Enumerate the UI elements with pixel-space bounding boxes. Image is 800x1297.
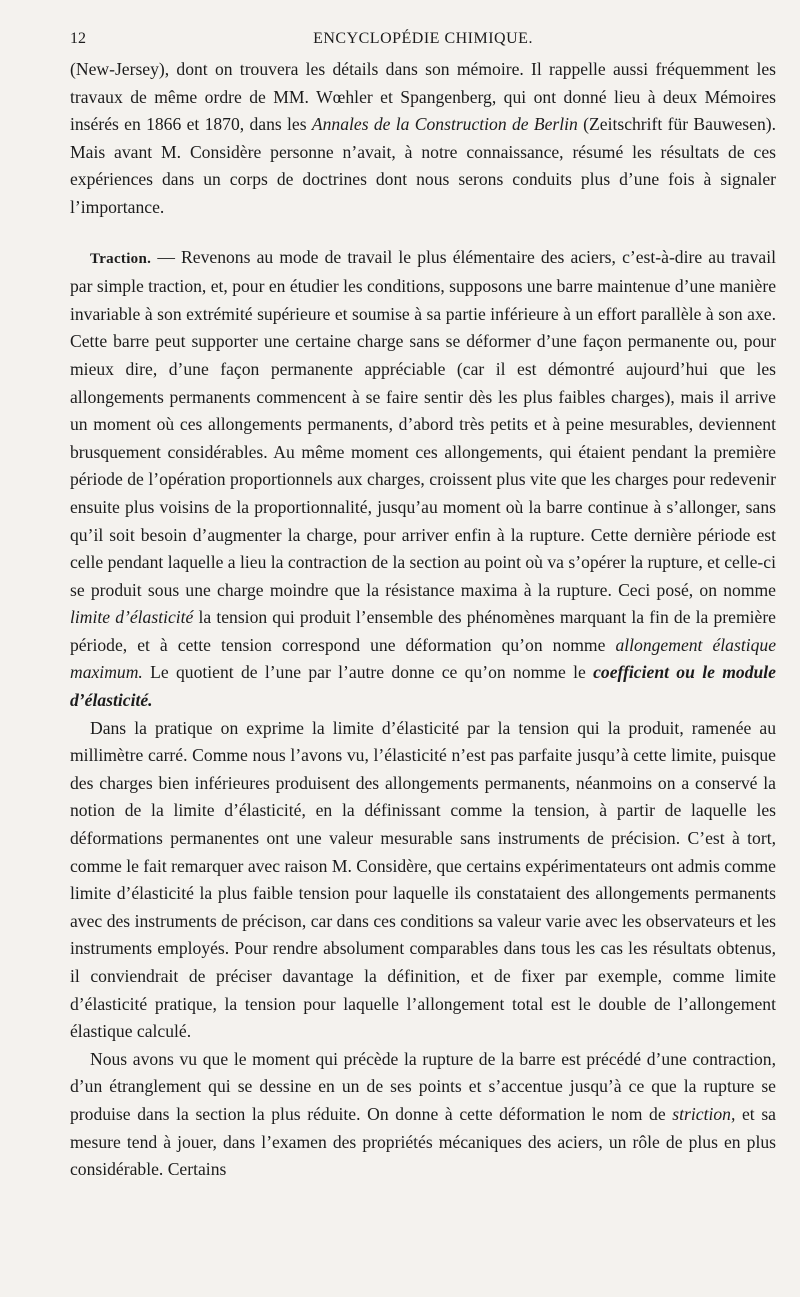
paragraph-traction bbox=[70, 244, 776, 715]
italic-run: Annales de la Construction de Berlin bbox=[311, 114, 578, 135]
italic-run: striction, bbox=[672, 1103, 736, 1124]
text-run: la tension qui produit l’ensemble des phénomènes marquant la fin de la première période, et à cette tension correspond une déformation qu’on nomme bbox=[70, 607, 776, 655]
italic-run: limite d’élasticité bbox=[70, 607, 194, 628]
text-run: — Revenons au mode de travail le plus élémentaire des aciers, c’est-à-dire au travail par simple traction, et, pour en étudier les conditions, supposons une barre maintenue d’une manière invariable à son extrémité supérieure et soumise à sa partie inférieure à un effort parallèle à son axe. Cette barre peut supporter une certaine charge sans se déformer d’une façon permanente ou, pour mieux dire, d’une façon permanente appréciable (car il est démontré aujourd’hui que les allongements permanents commencent à se faire sentir dès les plus faibles charges), mais il arrive un moment où ces allongements permanents, d’abord très petits et à peine mesurables, deviennent brusquement considérables. Au même moment ces allongements, qui étaient pendant la première période de l’opération proportionnels aux charges, croissent plus vite que les charges pour redevenir ensuite plus voisins de la proportionnalité, jusqu’au moment où la barre continue à s’allonger, sans qu’il soit besoin d’augmenter la charge, pour arriver enfin à la rupture. Cette dernière période est celle pendant laquelle a lieu la contraction de la section au point où va s’opérer la rupture, et celle-ci se produit sous une charge moindre que la résistance maxima à la rupture. Ceci posé, on nomme bbox=[70, 246, 776, 600]
italic-run: allongement élastique maximum. bbox=[70, 634, 777, 683]
text-run: (New-Jersey), dont on trouvera les détails dans son mémoire. Il rappelle aussi fréquemment les travaux de même ordre de MM. Wœhler et Spangenberg, qui ont donné lieu à deux Mémoires insérés en 1866 et 1870, dans les bbox=[70, 59, 776, 135]
text-run: Le quotient de l’une par l’autre donne ce qu’on nomme le bbox=[142, 662, 594, 683]
paragraph-1 bbox=[70, 56, 776, 222]
page-number: 12 bbox=[70, 30, 86, 47]
body-text bbox=[70, 56, 776, 1184]
bold-italic-run: coefficient ou le module d’élasticité. bbox=[70, 662, 776, 711]
running-head bbox=[70, 30, 776, 56]
text-run: Nous avons vu que le moment qui précède la rupture de la barre est précédé d’une contraction, d’un étranglement qui se dessine en un de ses points et s’accentue jusqu’à ce que la rupture se produise dans la section la plus réduite. On donne à cette déformation le nom de bbox=[70, 1048, 776, 1124]
running-title: ENCYCLOPÉDIE CHIMIQUE. bbox=[313, 30, 533, 47]
paragraph-3: Dans la pratique on exprime la limite d’élasticité par la tension qui la produit, ramenée au millimètre carré. Comme nous l’avons vu, l’élasticité n’est pas parfaite jusqu’à cette limite, puisque des charges bien inférieures produisent des allongements permanents, néanmoins on a conservé la notion de la limite d’élasticité, en la définissant comme la tension, à partir de laquelle les déformations permanentes ont une valeur mesurable sans instruments de précision. C’est à tort, comme le fait remarquer avec raison M. Considère, que certains expérimentateurs ont admis comme limite d’élasticité la plus faible tension pour laquelle ils constataient des allongements permanents avec des instruments de précison, car dans ces conditions sa valeur varie avec les observateurs et les instruments employés. Pour rendre absolument comparables dans tous les cas les résultats obtenus, il conviendrait de préciser davantage la définition, et de fixer par exemple, comme limite d’élasticité pratique, la tension pour laquelle l’allongement total est le double de l’allongement élastique calculé. bbox=[70, 717, 776, 1042]
paragraph-4 bbox=[70, 1046, 776, 1184]
section-heading: Traction. bbox=[90, 250, 152, 267]
text-run: (Zeitschrift für Bauwesen). Mais avant M. Considère personne n’avait, à notre connaissance, résumé les résultats de ces expériences dans un corps de doctrines dont nous serons conduits plus d’une fois à signaler l’importance. bbox=[70, 114, 776, 217]
text-run: et sa mesure tend à jouer, dans l’examen des propriétés mécaniques des aciers, un rôle de plus en plus considérable. Certains bbox=[70, 1103, 776, 1180]
